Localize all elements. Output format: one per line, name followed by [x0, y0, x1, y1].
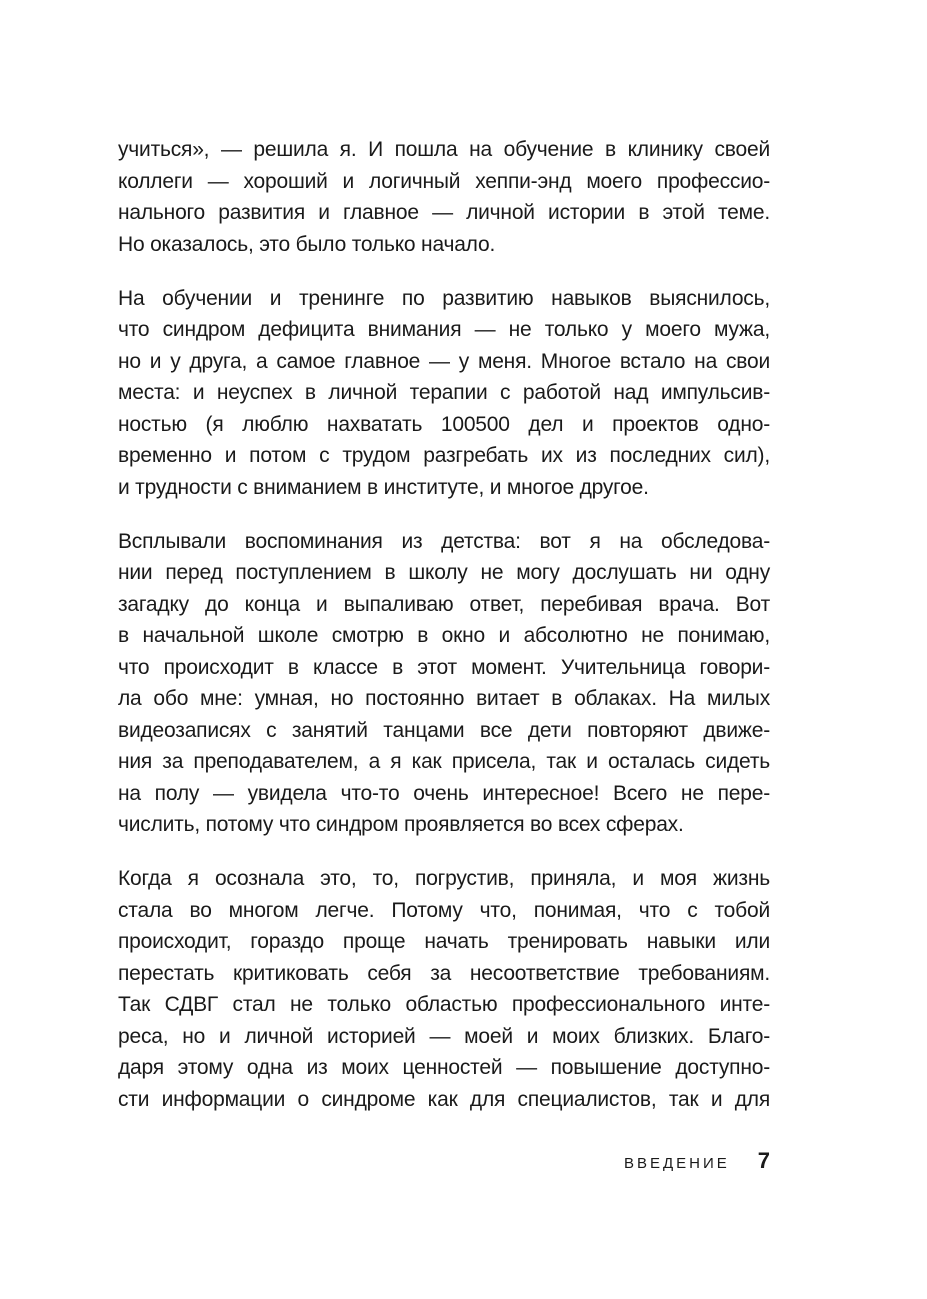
text-line: На обучении и тренинге по развитию навыков выяснилось, [118, 286, 770, 310]
text-line: даря этому одна из моих ценностей — повышение доступно- [118, 1056, 770, 1079]
text-line: происходит, гораздо проще начать тренировать навыки или [118, 930, 770, 953]
footer-page-number: 7 [757, 1148, 770, 1173]
text-line: что синдром дефицита внимания — не только у моего мужа, [118, 318, 770, 341]
text-line: ностью (я люблю нахватать 100500 дел и проектов одно- [118, 412, 770, 436]
text-line: учиться», — решила я. И пошла на обучение в клинику своей [118, 138, 770, 161]
text-line: места: и неуспех в личной терапии с работой над импульсив- [118, 381, 770, 404]
text-line: и трудности с вниманием в институте, и многое другое. [118, 475, 649, 499]
text-line: Так СДВГ стал не только областью профессионального инте- [118, 993, 770, 1016]
text-line: что происходит в классе в этот момент. Учительница говори- [118, 655, 770, 679]
text-line: перестать критиковать себя за несоответствие требованиям. [118, 961, 770, 985]
paragraph [118, 134, 770, 260]
paragraph [118, 863, 770, 1115]
text-line: видеозаписях с занятий танцами все дети повторяют движе- [118, 718, 770, 742]
text-line: в начальной школе смотрю в окно и абсолютно не понимаю, [118, 624, 770, 647]
paragraph [118, 283, 770, 504]
text-line: но и у друга, а самое главное — у меня. Многое встало на свои [118, 349, 770, 373]
text-line: коллеги — хороший и логичный хеппи-энд моего профессио- [118, 169, 770, 193]
paragraph [118, 526, 770, 841]
text-line: нии перед поступлением в школу не могу дослушать ни одну [118, 561, 770, 584]
text-line: на полу — увидела что-то очень интересное! Всего не пере- [118, 781, 770, 805]
text-line: сти информации о синдроме как для специалистов, так и для [118, 1087, 770, 1111]
footer-section-label: ВВЕДЕНИЕ [623, 1155, 730, 1172]
text-line: временно и потом с трудом разгребать их из последних сил), [118, 444, 770, 467]
text-line: Когда я осознала это, то, погрустив, приняла, и моя жизнь [118, 867, 770, 890]
text-line: ла обо мне: умная, но постоянно витает в облаках. На милых [118, 687, 770, 710]
page-footer [118, 1148, 770, 1174]
text-line: стала во многом легче. Потому что, понимая, что с тобой [118, 898, 770, 922]
text-line: ния за преподавателем, а я как присела, так и осталась сидеть [118, 750, 770, 773]
text-line: реса, но и личной историей — моей и моих близких. Благо- [118, 1024, 770, 1048]
text-line: нального развития и главное — личной истории в этой теме. [118, 201, 770, 224]
text-block [118, 134, 770, 1115]
text-line: Но оказалось, это было только начало. [118, 232, 496, 256]
text-line: числить, потому что синдром проявляется во всех сферах. [118, 813, 684, 836]
text-line: загадку до конца и выпаливаю ответ, перебивая врача. Вот [118, 592, 770, 616]
text-line: Всплывали воспоминания из детства: вот я на обследова- [118, 529, 770, 553]
